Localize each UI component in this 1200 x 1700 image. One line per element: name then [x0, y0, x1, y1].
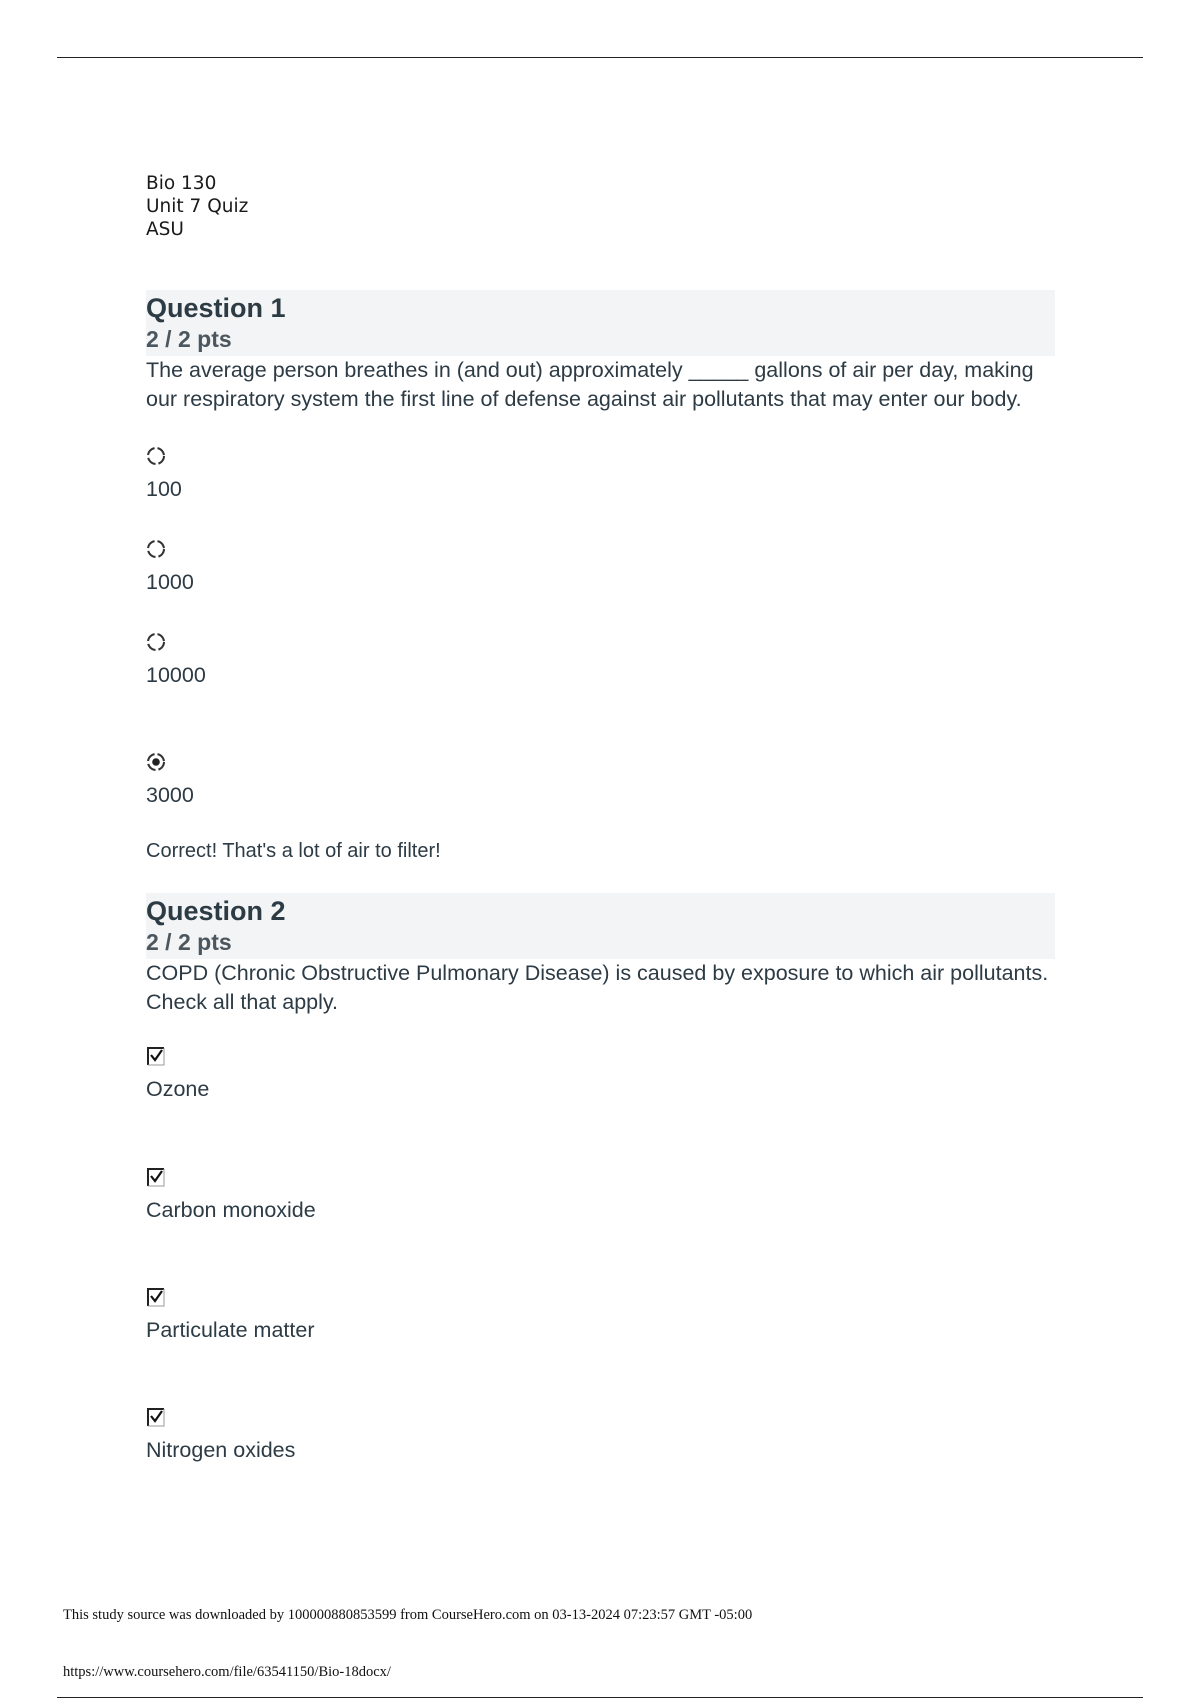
source-url[interactable]: https://www.coursehero.com/file/63541150/Bio-18docx/ [63, 1664, 391, 1680]
answer-label: 100 [146, 477, 182, 501]
question-points: 2 / 2 pts [146, 326, 232, 352]
checkbox-checked-icon[interactable] [146, 1287, 166, 1307]
radio-button-icon[interactable] [146, 446, 166, 466]
answer-option[interactable] [146, 539, 194, 595]
question-header [146, 893, 1055, 959]
question-points: 2 / 2 pts [146, 929, 232, 955]
question-header [146, 290, 1055, 356]
checkbox-checked-icon[interactable] [146, 1407, 166, 1427]
quiz-name: Unit 7 Quiz [146, 196, 249, 217]
bottom-rule [57, 1697, 1143, 1698]
question-text: COPD (Chronic Obstructive Pulmonary Disease) is caused by exposure to which air pollutants. Check all that apply. [146, 961, 1049, 1014]
answer-option-checked[interactable] [146, 1407, 295, 1463]
document-header [146, 172, 248, 241]
answer-label: Particulate matter [146, 1318, 315, 1342]
checkbox-checked-icon[interactable] [146, 1046, 166, 1066]
answer-option-selected[interactable] [146, 752, 194, 808]
answer-option[interactable] [146, 446, 182, 502]
answer-label: Carbon monoxide [146, 1198, 316, 1222]
checkbox-checked-icon[interactable] [146, 1167, 166, 1187]
school-name: ASU [146, 219, 184, 240]
question-title: Question 2 [146, 896, 286, 926]
answer-label: Ozone [146, 1077, 210, 1101]
answer-option-checked[interactable] [146, 1167, 316, 1223]
question-text: The average person breathes in (and out) approximately _____ gallons of air per day, making our respiratory system the first line of defense against air pollutants that may enter our body. [146, 358, 1034, 411]
download-note: This study source was downloaded by 100000880853599 from CourseHero.com on 03-13-2024 07:23:57 GMT -05:00 [63, 1607, 753, 1623]
radio-button-selected-icon[interactable] [146, 752, 166, 772]
question-1 [146, 290, 1055, 413]
top-rule [57, 57, 1143, 58]
radio-button-icon[interactable] [146, 632, 166, 652]
answer-option[interactable] [146, 632, 206, 688]
answer-label: 3000 [146, 783, 194, 807]
answer-option-checked[interactable] [146, 1287, 314, 1343]
question-title: Question 1 [146, 293, 286, 323]
course-name: Bio 130 [146, 173, 217, 194]
answer-label: 10000 [146, 663, 206, 687]
answer-feedback: Correct! That's a lot of air to filter! [146, 840, 441, 862]
radio-button-icon[interactable] [146, 539, 166, 559]
answer-label: 1000 [146, 570, 194, 594]
answer-option-checked[interactable] [146, 1046, 209, 1102]
answer-label: Nitrogen oxides [146, 1438, 296, 1462]
question-2 [146, 893, 1055, 1016]
